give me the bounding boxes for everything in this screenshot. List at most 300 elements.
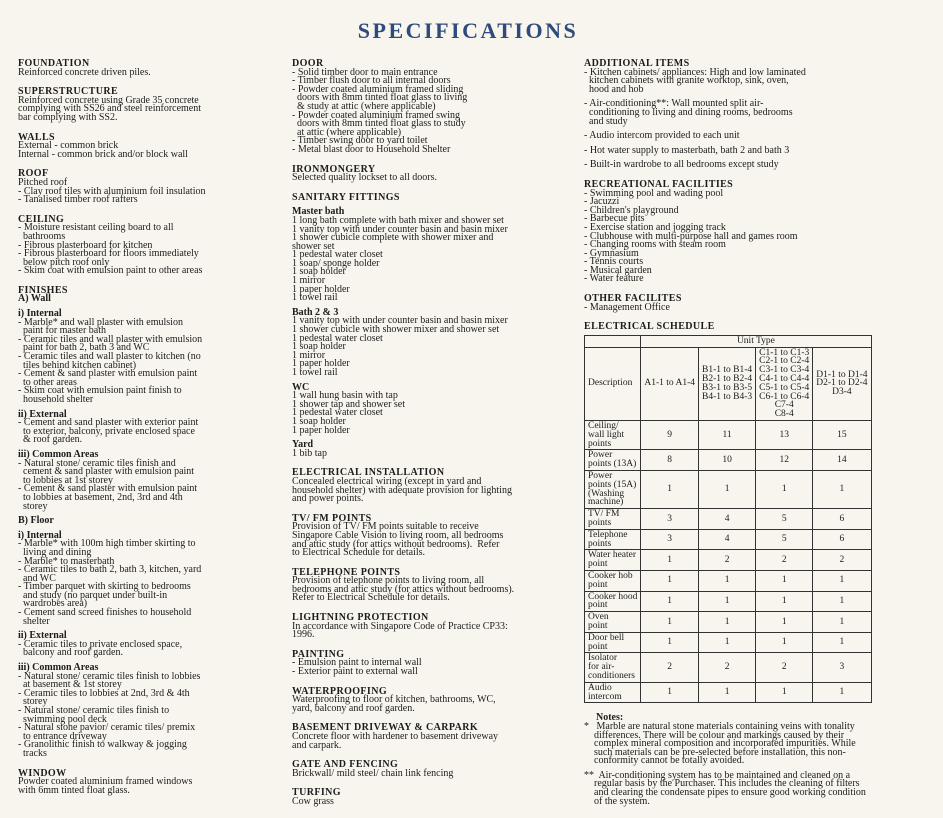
cell-value: 1	[756, 471, 813, 509]
unit-type-label: C3-1 to C3-4	[759, 365, 810, 376]
spec-line: - Ceramic tiles to private enclosed space,	[18, 638, 183, 650]
spec-line: Reinforced concrete driven piles.	[18, 66, 151, 78]
cell-value: 1	[641, 612, 699, 633]
cell-value: 2	[756, 550, 813, 571]
unit-type-label: B2-1 to B2-4	[702, 374, 753, 385]
spec-line: with 6mm tinted float glass.	[18, 784, 130, 796]
spec-line: 1 soap holder	[292, 266, 346, 278]
spec-section	[292, 614, 564, 640]
table-row	[585, 632, 872, 653]
spec-section	[18, 131, 280, 160]
spec-line: household shelter	[18, 394, 94, 405]
spec-line: doors with 8mm tinted float glass to living	[292, 92, 468, 104]
cell-value: 1	[699, 632, 756, 653]
spec-line: - Timber parquet with skirting to bedrooms	[18, 581, 191, 593]
spec-line: 1 mirror	[292, 275, 326, 287]
spec-line: - Cement & sand plaster with emulsion paint	[18, 483, 198, 495]
unit-type-label: C7-4	[774, 400, 794, 411]
unit-type-header: Unit Type	[641, 335, 871, 347]
cell-value: 1	[699, 471, 756, 509]
spec-line: - Natural stone/ ceramic tiles finish to	[18, 705, 170, 716]
spec-section	[292, 648, 564, 678]
spec-section	[18, 284, 280, 759]
cell-value: 3	[641, 529, 699, 550]
row-label	[585, 529, 641, 550]
spec-line: and attic study (for attics without bedrooms). Refer	[292, 538, 500, 550]
spec-section	[18, 60, 280, 77]
row-label-line: Door bell	[588, 632, 625, 643]
cell-value: 1	[813, 591, 871, 612]
cell-value: 2	[756, 653, 813, 682]
spec-line: - Musical garden	[584, 264, 652, 276]
cell-value: 1	[813, 682, 871, 703]
cell-value: 1	[756, 682, 813, 703]
spec-line: balcony and roof garden.	[18, 647, 123, 659]
spec-line: conditioning to living and dining rooms, bedrooms	[584, 106, 793, 118]
section-heading: FINISHES	[18, 284, 68, 296]
spec-line: 1996.	[292, 629, 315, 641]
spec-line: Brickwall/ mild steel/ chain link fencing	[292, 767, 454, 779]
spec-line: - Cement and sand plaster with exterior paint	[18, 417, 199, 429]
row-label-line: Cooker hob	[588, 570, 633, 581]
spec-line: - Tanalised timber roof rafters	[18, 194, 138, 206]
spec-line: to lobbies at basement, 2nd, 3rd and 4th	[18, 491, 183, 503]
row-label	[585, 450, 641, 471]
section-heading: ELECTRICAL INSTALLATION	[292, 467, 445, 479]
row-label-line: point	[588, 641, 608, 652]
cell-value: 1	[756, 632, 813, 653]
section-heading: TURFING	[292, 787, 341, 799]
spec-line: - Clay roof tiles with aluminium foil insulation	[18, 185, 206, 197]
note-line: ** Air-conditioning system has to be maintained and cleaned on a	[584, 769, 851, 781]
cell-value: 13	[756, 421, 813, 450]
spec-line: - Barbecue pits	[584, 213, 645, 225]
section-heading: ROOF	[18, 168, 49, 180]
spec-section	[18, 170, 280, 204]
section-heading: WALLS	[18, 131, 56, 143]
spec-line: wardrobes area)	[18, 598, 88, 610]
note-line: differences. There will be colour and markings caused by their	[584, 729, 845, 741]
specs-column-1	[18, 60, 280, 806]
electrical-schedule	[584, 323, 924, 703]
table-row	[585, 653, 872, 682]
cell-value: 1	[813, 471, 871, 509]
spec-line: storey	[18, 696, 48, 708]
unit-type-label: B4-1 to B4-3	[702, 391, 753, 402]
section-heading: TELEPHONE POINTS	[292, 566, 401, 578]
cell-value: 1	[813, 612, 871, 633]
row-label-line: Cooker hood	[588, 591, 638, 602]
spec-line: - Skim coat with emulsion paint finish to	[18, 385, 182, 397]
cell-value: 1	[641, 471, 699, 509]
unit-type-label: D2-1 to D2-4	[816, 378, 868, 389]
spec-line: - Ceramic tiles and wall plaster with emulsion	[18, 333, 203, 345]
spec-line: - Changing rooms with steam room	[584, 239, 726, 251]
spec-line: - Emulsion paint to internal wall	[292, 657, 422, 669]
spec-line: to Electrical Schedule for details.	[292, 547, 426, 559]
spec-line: i) Internal	[18, 529, 62, 541]
cell-value: 1	[813, 570, 871, 591]
spec-line: 1 paper holder	[292, 283, 350, 295]
table-row	[585, 591, 872, 612]
spec-line: Concrete floor with hardener to basement driveway	[292, 731, 499, 742]
spec-line: - Timber flush door to all internal doors	[292, 75, 451, 87]
spec-line: shelter	[18, 615, 50, 627]
spec-line: - Granolithic finish to walkway & jogging	[18, 739, 187, 751]
cell-value: 1	[641, 591, 699, 612]
spec-line: - Ceramic tiles and wall plaster to kitchen (no	[18, 351, 201, 363]
spec-line: - Marble* to masterbath	[18, 555, 115, 567]
spec-line: 1 bib tap	[292, 447, 327, 459]
cell-value: 1	[756, 591, 813, 612]
unit-type-column	[813, 347, 871, 420]
spec-line: hood and hob	[584, 83, 644, 95]
row-label	[585, 471, 641, 509]
row-label-line: points (15A)	[588, 479, 637, 490]
cell-value: 3	[641, 509, 699, 530]
spec-line: and carpark.	[292, 739, 342, 751]
spec-line: 1 towel rail	[292, 367, 338, 378]
table-row	[585, 450, 872, 471]
spec-line: Provision of TV/ FM points suitable to receive	[292, 521, 479, 533]
spec-section	[292, 469, 564, 503]
section-heading: DOOR	[292, 58, 324, 69]
cell-value: 1	[756, 570, 813, 591]
unit-type-label: A1-1 to A1-4	[644, 378, 696, 389]
spec-line: - Water feature	[584, 273, 644, 285]
section-heading: SANITARY FITTINGS	[292, 191, 400, 203]
table-row	[585, 509, 872, 530]
spec-line: and power points.	[292, 493, 364, 505]
unit-type-label: C2-1 to C2-4	[759, 356, 810, 367]
spec-line: & roof garden.	[18, 434, 83, 446]
spec-line: - Solid timber door to main entrance	[292, 66, 438, 78]
spec-line: - Natural stone/ ceramic tiles finish and	[18, 457, 176, 469]
spec-line: - Fibrous plasterboard for floors immediately	[18, 248, 199, 260]
spec-line: ii) External	[18, 630, 67, 642]
spec-section	[18, 213, 280, 277]
spec-line: Selected quality lockset to all doors.	[292, 172, 437, 184]
spec-line: - Audio intercom provided to each unit	[584, 130, 740, 142]
row-label-line: Power	[588, 450, 613, 461]
section-heading: OTHER FACILITES	[584, 293, 682, 305]
spec-line: at attic (where applicable)	[292, 126, 402, 138]
spec-line: 1 paper holder	[292, 424, 350, 436]
spec-line: paint for bath 2, bath 3 and WC	[18, 342, 150, 354]
row-label-line: intercom	[588, 691, 622, 702]
spec-line: In accordance with Singapore Code of Practice CP33:	[292, 620, 508, 632]
notes-heading: Notes:	[596, 712, 624, 724]
spec-line: bedrooms and attic study (for attics without bedrooms).	[292, 583, 515, 595]
spec-line: Concealed electrical wiring (except in yard and	[292, 475, 482, 487]
section-heading: RECREATIONAL FACILITIES	[584, 178, 734, 190]
spec-line: doors with 8mm tinted float glass to study	[292, 118, 466, 130]
spec-line: 1 pedestal water closet	[292, 332, 383, 344]
spec-line: - Ceramic tiles to lobbies at 2nd, 3rd & 4th	[18, 687, 190, 699]
unit-type-label: C6-1 to C6-4	[759, 391, 810, 402]
spec-line: - Skim coat with emulsion paint to other areas	[18, 265, 203, 277]
spec-line: 1 shower cubicle complete with shower mixer and	[292, 232, 494, 244]
spec-line: 1 shower cubicle with shower mixer and shower set	[292, 324, 500, 336]
spec-line: Waterproofing to floor of kitchen, bathrooms, WC,	[292, 694, 496, 706]
row-label	[585, 612, 641, 633]
spec-line: yard, balcony and roof garden.	[292, 702, 415, 714]
cell-value: 4	[699, 509, 756, 530]
section-heading: GATE AND FENCING	[292, 759, 399, 771]
spec-line: - Tennis courts	[584, 256, 644, 268]
row-label	[585, 632, 641, 653]
row-label-line: point	[588, 620, 608, 631]
spec-line: - Gymnasium	[584, 247, 639, 259]
row-label-line: point	[588, 579, 608, 590]
spec-line: 1 long bath complete with bath mixer and shower set	[292, 214, 504, 226]
cell-value: 1	[756, 612, 813, 633]
cell-value: 2	[813, 550, 871, 571]
section-heading: SUPERSTRUCTURE	[18, 86, 119, 98]
spec-line: 1 towel rail	[292, 292, 338, 304]
spec-line: - Moisture resistant ceiling board to all	[18, 222, 174, 234]
spec-line: - Natural stone pavior/ ceramic tiles/ premix	[18, 722, 196, 734]
cell-value: 5	[756, 509, 813, 530]
spec-line: kitchen cabinets with granite worktop, sink, oven,	[584, 75, 789, 87]
spec-line: 1 soap holder	[292, 341, 346, 353]
cell-value: 12	[756, 450, 813, 471]
spec-line: - Natural stone/ ceramic tiles finish to lobbies	[18, 670, 201, 682]
spec-line: at basement & 1st storey	[18, 679, 122, 691]
spec-line: 1 shower tap and shower set	[292, 398, 406, 410]
spec-line: household shelter) with adequate provision for lighting	[292, 484, 512, 496]
spec-section	[584, 178, 924, 285]
section-heading: IRONMONGERY	[292, 163, 376, 175]
spec-line: - Metal blast door to Household Shelter	[292, 143, 451, 155]
notes	[584, 714, 924, 806]
cell-value: 1	[641, 632, 699, 653]
spec-line: 1 vanity top with under counter basin and basin mixer	[292, 223, 508, 235]
row-label-line: points	[588, 538, 612, 549]
spec-section	[584, 60, 924, 170]
section-heading: BASEMENT DRIVEWAY & CARPARK	[292, 722, 479, 734]
spec-line: - Clubhouse with multi-purpose hall and games room	[584, 230, 798, 242]
specs-column-3	[584, 60, 924, 806]
cell-value: 1	[641, 682, 699, 703]
table-row	[585, 529, 872, 550]
spec-line: cement & sand plaster with emulsion paint	[18, 466, 195, 478]
spec-line: and study	[584, 115, 628, 127]
row-label-line: point	[588, 559, 608, 570]
spec-line: Internal - common brick and/or block wall	[18, 148, 188, 160]
unit-type-label: C8-4	[774, 409, 794, 420]
row-label-line: points (13A)	[588, 459, 637, 470]
spec-line: - Exercise station and jogging track	[584, 221, 726, 233]
spec-line: tiles behind kitchen cabinet)	[18, 359, 137, 371]
spec-line: - Fibrous plasterboard for kitchen	[18, 239, 153, 251]
spec-line: - Hot water supply to masterbath, bath 2 and bath 3	[584, 144, 790, 156]
unit-type-label: C5-1 to C5-4	[759, 382, 810, 393]
section-heading: FOUNDATION	[18, 58, 90, 69]
row-label-line: Isolator	[588, 653, 618, 664]
spec-line: - Ceramic tiles to bath 2, bath 3, kitchen, yard	[18, 564, 202, 576]
table-header-row	[585, 347, 872, 420]
spec-line: WC	[292, 381, 310, 393]
spec-line: Singapore Cable Vision to living room, all bedrooms	[292, 529, 504, 541]
spec-section	[18, 767, 280, 796]
unit-type-label: D3-4	[832, 387, 852, 398]
row-label	[585, 682, 641, 703]
spec-line: paint for master bath	[18, 325, 107, 337]
unit-type-label: B3-1 to B3-5	[702, 382, 753, 393]
unit-type-column	[756, 347, 813, 420]
spec-line: i) Internal	[18, 308, 62, 320]
section-heading: LIGHTNING PROTECTION	[292, 612, 429, 624]
spec-line: 1 soap/ sponge holder	[292, 257, 380, 269]
spec-line: Cow grass	[292, 795, 334, 807]
spec-line: 1 vanity top with under counter basin and basin mixer	[292, 315, 508, 327]
row-label-line: Audio	[588, 682, 612, 693]
cell-value: 10	[699, 450, 756, 471]
cell-value: 2	[699, 550, 756, 571]
cell-value: 1	[813, 632, 871, 653]
table-row	[585, 570, 872, 591]
cell-value: 1	[699, 591, 756, 612]
spec-line: to entrance driveway	[18, 730, 107, 742]
spec-line: to exterior, balcony, private enclosed space	[18, 425, 195, 437]
header-blank	[585, 335, 641, 347]
note-line: complex mineral composition and incorporated impurities. While	[584, 738, 856, 750]
cell-value: 9	[641, 421, 699, 450]
cell-value: 4	[699, 529, 756, 550]
table-row	[585, 612, 872, 633]
spec-line: - Air-conditioning**: Wall mounted split air-	[584, 98, 764, 110]
spec-section	[18, 88, 280, 122]
spec-line: - Cement & sand plaster with emulsion paint	[18, 368, 198, 380]
cell-value: 1	[699, 570, 756, 591]
row-label-line: conditioners	[588, 670, 635, 681]
spec-line: Reinforced concrete using Grade 35 concrete	[18, 94, 199, 106]
cell-value: 3	[813, 653, 871, 682]
specs-column-2	[292, 60, 564, 818]
spec-section	[292, 761, 564, 778]
spec-line: 1 wall hung basin with tap	[292, 390, 398, 402]
unit-type-label: B1-1 to B1-4	[702, 365, 753, 376]
spec-line: Refer to Electrical Schedule for details.	[292, 592, 450, 604]
description-header: Description	[585, 347, 641, 420]
section-heading: ELECTRICAL SCHEDULE	[584, 321, 715, 333]
spec-line: iii) Common Areas	[18, 662, 99, 674]
spec-section	[584, 295, 924, 312]
unit-type-column	[641, 347, 699, 420]
note-line: of the system.	[584, 795, 650, 807]
spec-line: & study at attic (where applicable)	[292, 100, 436, 112]
spec-line: Pitched roof	[18, 176, 68, 188]
table-row	[585, 550, 872, 571]
spec-section	[292, 512, 564, 559]
cell-value: 8	[641, 450, 699, 471]
row-label-line: Water heater	[588, 550, 637, 561]
spec-line: - Timber swing door to yard toilet	[292, 135, 428, 147]
spec-line: - Kitchen cabinets/ appliances: High and low laminated	[584, 66, 806, 78]
cell-value: 2	[641, 653, 699, 682]
spec-line: Master bath	[292, 206, 345, 218]
cell-value: 1	[641, 550, 699, 571]
spec-section	[292, 685, 564, 714]
table-header-row	[585, 335, 872, 347]
electrical-schedule-table	[584, 335, 872, 703]
spec-line: B) Floor	[18, 515, 54, 527]
page-title: SPECIFICATIONS	[357, 18, 579, 43]
row-label-line: point	[588, 600, 608, 611]
spec-line: A) Wall	[18, 293, 51, 305]
cell-value: 2	[699, 653, 756, 682]
unit-type-label: C4-1 to C4-4	[759, 374, 810, 385]
row-label-line: points	[588, 517, 612, 528]
row-label	[585, 591, 641, 612]
unit-type-label: C1-1 to C1-3	[759, 347, 810, 358]
spec-line: - Management Office	[584, 301, 670, 313]
spec-line: bar complying with SS2.	[18, 111, 118, 123]
row-label	[585, 509, 641, 530]
section-heading: WATERPROOFING	[292, 685, 388, 697]
spec-line: Yard	[292, 439, 314, 451]
spec-line: 1 paper holder	[292, 358, 350, 370]
row-label-line: Power	[588, 471, 613, 481]
spec-section	[292, 566, 564, 604]
spec-line: - Powder coated aluminium framed sliding	[292, 83, 464, 95]
spec-line: complying with SS26 and steel reinforcement	[18, 103, 202, 115]
spec-line: and WC	[18, 572, 56, 584]
section-heading: PAINTING	[292, 648, 345, 660]
spec-line: iii) Common Areas	[18, 448, 99, 460]
spec-line: - Marble* with 100m high timber skirting to	[18, 538, 196, 550]
cell-value: 14	[813, 450, 871, 471]
spec-line: bathrooms	[18, 230, 66, 242]
row-label	[585, 550, 641, 571]
spec-line: Powder coated aluminium framed windows	[18, 776, 193, 788]
cell-value: 11	[699, 421, 756, 450]
note-line: and clearing the condensate pipes to ensure good working condition	[584, 787, 866, 799]
spec-line: and study (no parquet under built-in	[18, 589, 168, 601]
unit-type-label: D1-1 to D1-4	[816, 369, 868, 380]
spec-section	[292, 163, 564, 184]
spec-line: - Marble* and wall plaster with emulsion	[18, 316, 183, 328]
spec-line: shower set	[292, 240, 335, 252]
row-label-line: points	[588, 438, 612, 449]
spec-line: - Jacuzzi	[584, 196, 620, 208]
spec-section	[292, 60, 564, 155]
spec-line: 1 mirror	[292, 349, 326, 361]
row-label-line: for air-	[588, 662, 615, 673]
cell-value: 5	[756, 529, 813, 550]
cell-value: 6	[813, 509, 871, 530]
spec-line: External - common brick	[18, 140, 119, 152]
spec-section	[292, 789, 564, 806]
spec-line: 1 pedestal water closet	[292, 249, 383, 261]
row-label	[585, 653, 641, 682]
spec-section	[292, 191, 564, 459]
note-line: regular basis by the Purchaser. This includes the cleaning of filters	[584, 778, 860, 790]
spec-line: ii) External	[18, 408, 67, 420]
unit-type-column	[699, 347, 756, 420]
spec-line: - Exterior paint to external wall	[292, 666, 418, 678]
row-label-line: Ceiling/	[588, 421, 619, 432]
spec-line: Bath 2 & 3	[292, 306, 339, 318]
section-heading: TV/ FM POINTS	[292, 512, 372, 524]
note-line: * Marble are natural stone materials containing veins with tonality	[584, 720, 855, 732]
row-label-line: Telephone	[588, 529, 628, 540]
spec-line: 1 soap holder	[292, 415, 346, 427]
row-label	[585, 421, 641, 450]
spec-line: - Cement sand screed finishes to household	[18, 607, 192, 619]
spec-line: - Built-in wardrobe to all bedrooms except study	[584, 159, 779, 171]
